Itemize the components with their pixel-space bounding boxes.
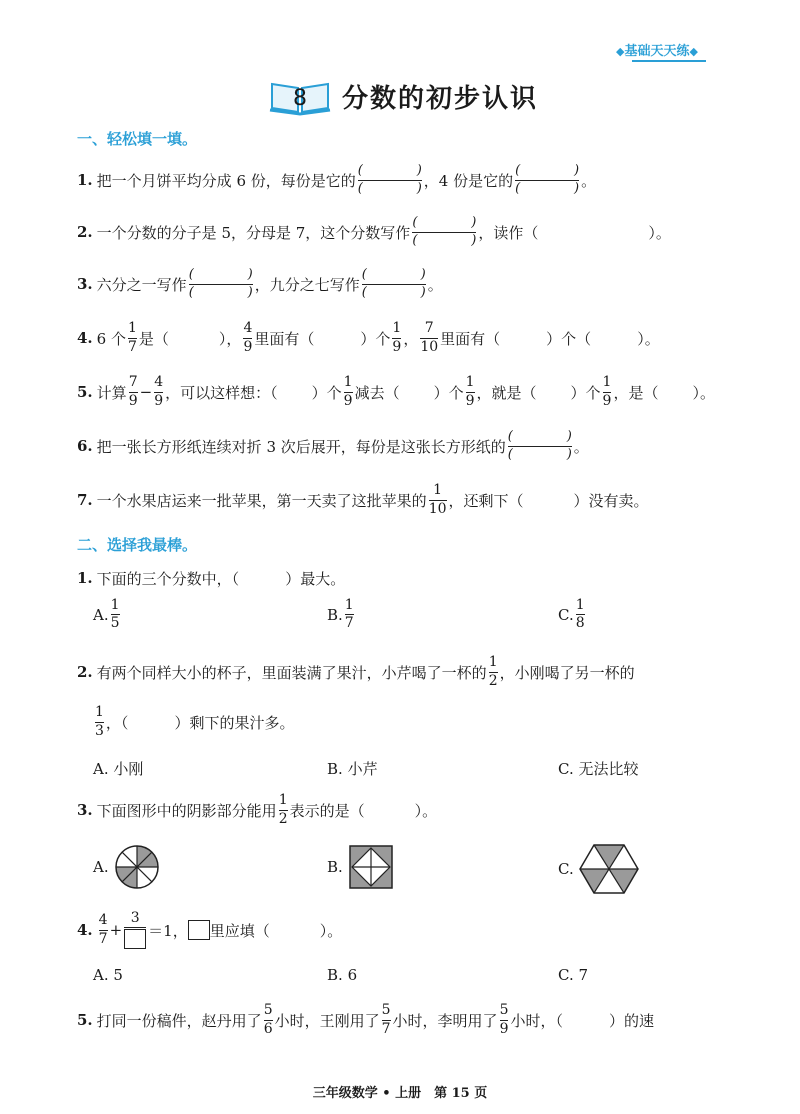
question-2-1: 1. 下面的三个分数中，（ ）最大。 [77,569,346,588]
fraction: $\frac{7}{9}$ [128,374,138,409]
option-c[interactable]: C. 7 [558,966,589,984]
fraction: $\frac{1}{2}$ [488,654,498,689]
answer-fraction-blank[interactable]: ( ) ( ) [412,215,477,248]
fraction: $\frac{1}{8}$ [575,597,585,632]
fraction: $\frac{5}{6}$ [263,1002,273,1037]
question-1-6: 6. 把一张长方形纸连续对折 3 次后展开，每份是这张长方形纸的 ( ) ( ) 。 [77,429,589,462]
open-book-icon [268,76,332,116]
square-diamond-figure [347,843,395,891]
question-1-5: 5. 计算 $\frac{7}{9}$ − $\frac{4}{9}$ ，可以这样想：（ ）个 $\frac{1}{9}$ 减去（ ）个 $\frac{1}{9}$ ，就是（ ）个 $\frac{1}{9}$ ，是（ ）。 [77,374,715,409]
fraction: $\frac{7}{10}$ [420,320,439,355]
fraction: $\frac{1}{3}$ [95,704,104,739]
page-title: 分数的初步认识 [342,83,539,114]
section-heading-fill-in: 一、轻松填一填。 [77,130,198,148]
option-b[interactable]: B. [327,843,395,891]
question-1-7: 7. 一个水果店运来一批苹果，第一天卖了这批苹果的 $\frac{1}{10}$ ，还剩下（ ）没有卖。 [77,482,649,517]
question-1-4: 4. 6 个 $\frac{1}{7}$ 是（ ）， $\frac{4}{9}$ 里面有（ ）个 $\frac{1}{9}$ ， $\frac{7}{10}$ 里面有（ ）个（ ）。 [77,320,660,355]
blank-box[interactable] [188,920,210,940]
fraction: 3 [124,911,146,949]
question-1-1: 1. 把一个月饼平均分成 6 份，每份是它的 ( ) ( ) ，4 份是它的 ( ) ( ) 。 [77,163,597,196]
fraction: $\frac{1}{9}$ [465,374,475,409]
blank-box[interactable] [124,929,146,949]
fraction: $\frac{4}{9}$ [154,374,164,409]
fraction: $\frac{1}{9}$ [392,320,402,355]
option-c[interactable]: C. $\frac{1}{8}$ [558,597,585,632]
fraction: $\frac{5}{7}$ [381,1002,391,1037]
answer-fraction-blank[interactable]: ( ) ( ) [357,163,422,196]
question-2-2: 2. 有两个同样大小的杯子，里面装满了果汁，小芹喝了一杯的 $\frac{1}{2}$ ，小刚喝了另一杯的 [77,654,635,689]
header-badge: ◆基础天天练◆ [616,44,698,59]
fraction: $\frac{1}{2}$ [278,792,288,827]
answer-fraction-blank[interactable]: ( ) ( ) [188,267,253,300]
option-b[interactable]: B. 6 [327,966,358,984]
page-title-block [268,74,538,118]
question-1-2: 2. 一个分数的分子是 5，分母是 7，这个分数写作 ( ) ( ) ，读作（ ）。 [77,215,671,248]
fraction: $\frac{1}{10}$ [428,482,447,517]
badge-underline [632,60,706,62]
section-heading-choice: 二、选择我最棒。 [77,536,198,554]
option-b[interactable]: B. 小芹 [327,759,378,778]
question-2-4: 4. $\frac{4}{7}$ + 3 ＝1， 里应填（ ）。 [77,906,342,954]
fraction: $\frac{1}{7}$ [344,597,354,632]
option-a[interactable]: A. 5 [93,966,123,984]
question-2-3: 3. 下面图形中的阴影部分能用 $\frac{1}{2}$ 表示的是（ ）。 [77,792,438,827]
answer-fraction-blank[interactable]: ( ) ( ) [515,163,580,196]
hexagon-figure [578,843,640,895]
page-footer: 三年级数学 • 上册 第 15 页 [312,1086,488,1101]
option-c[interactable]: C. [558,843,640,895]
answer-fraction-blank[interactable]: ( ) ( ) [361,267,426,300]
question-2-5: 5. 打同一份稿件，赵丹用了 $\frac{5}{6}$ 小时，王刚用了 $\frac{5}{7}$ 小时，李明用了 $\frac{5}{9}$ 小时，（ ）的速 [77,1002,655,1037]
option-a[interactable]: A. $\frac{1}{5}$ [93,597,120,632]
fraction: $\frac{1}{9}$ [343,374,353,409]
fraction: $\frac{1}{7}$ [127,320,137,355]
option-a[interactable]: A. [93,843,161,891]
circle-eighths-figure [113,843,161,891]
question-2-2-cont: $\frac{1}{3}$ ，（ ）剩下的果汁多。 [95,704,295,739]
option-a[interactable]: A. 小刚 [93,759,144,778]
lesson-number: 8 [293,86,307,111]
fraction: $\frac{4}{9}$ [243,320,253,355]
option-c[interactable]: C. 无法比较 [558,759,639,778]
question-1-3: 3. 六分之一写作 ( ) ( ) ，九分之七写作 ( ) ( ) 。 [77,267,443,300]
fraction: $\frac{1}{5}$ [110,597,120,632]
answer-fraction-blank[interactable]: ( ) ( ) [507,429,572,462]
fraction: $\frac{1}{9}$ [602,374,612,409]
fraction: $\frac{5}{9}$ [499,1002,509,1037]
fraction: $\frac{4}{7}$ [98,912,108,947]
option-b[interactable]: B. $\frac{1}{7}$ [327,597,354,632]
